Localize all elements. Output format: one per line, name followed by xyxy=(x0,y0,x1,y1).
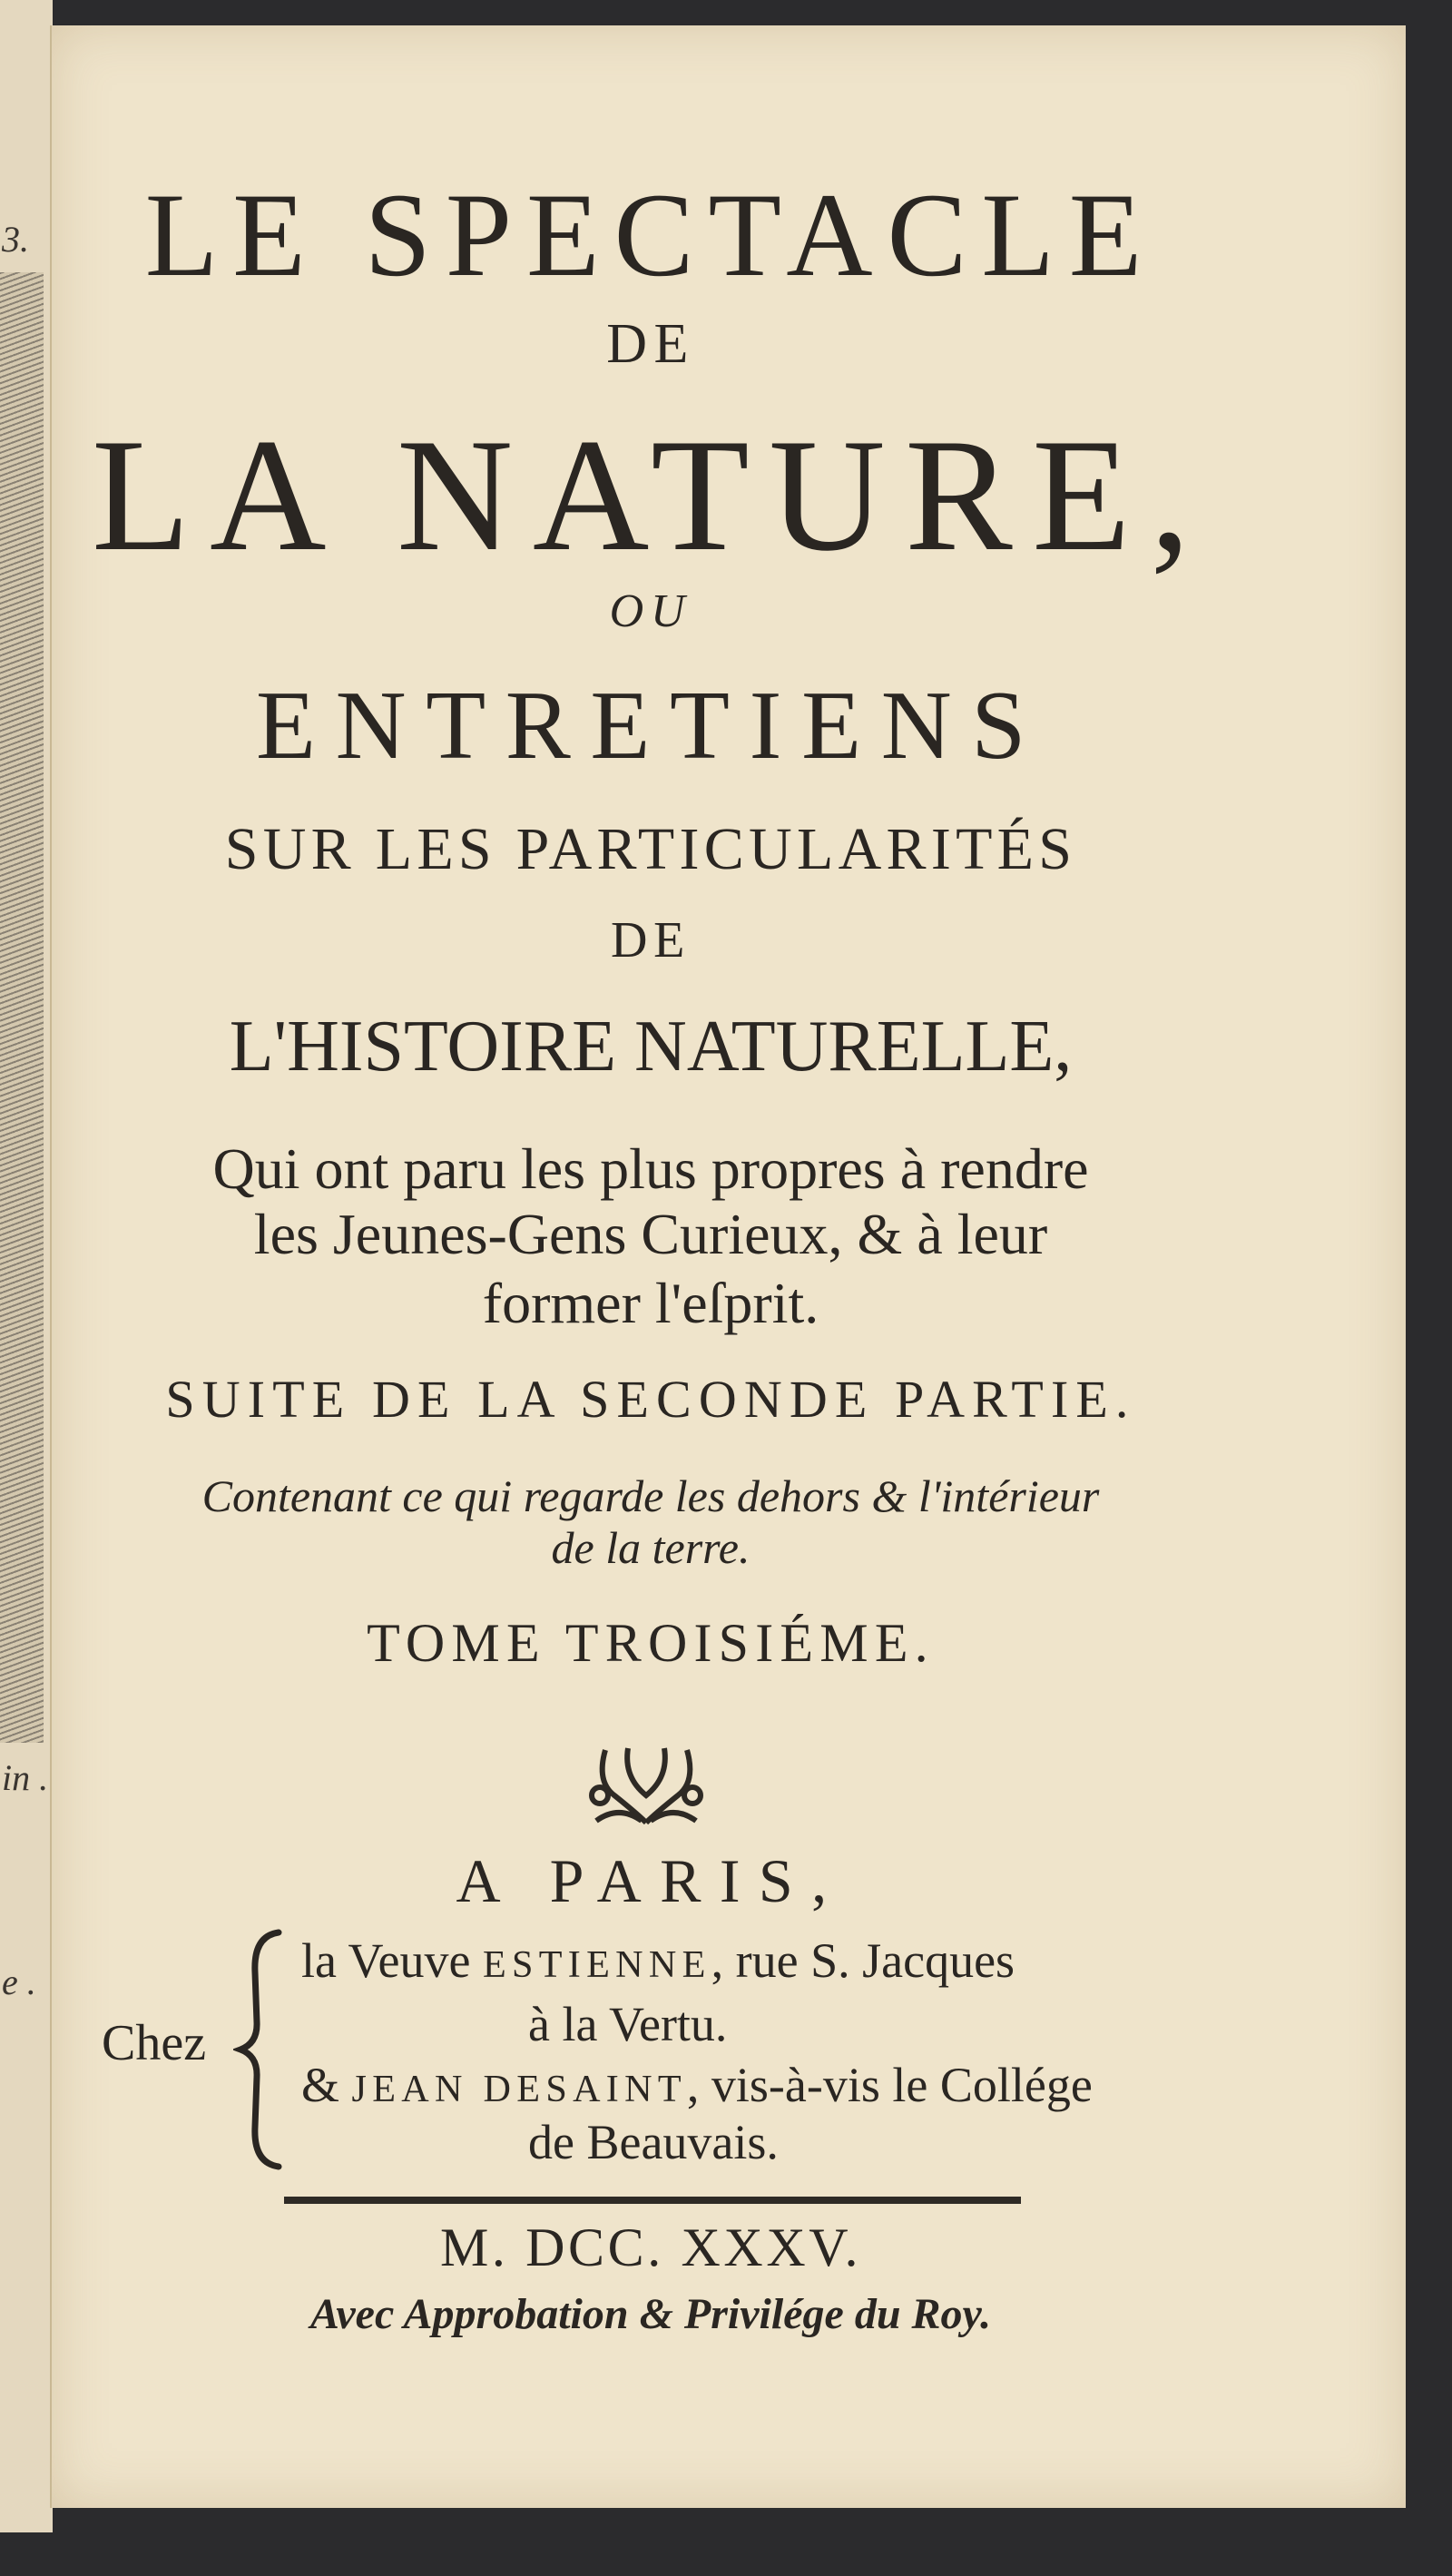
privilege-line: Avec Approbation & Privilége du Roy. xyxy=(309,2290,992,2338)
year: M. DCC. XXXV. xyxy=(439,2217,862,2277)
tome-heading: TOME TROISIÉME. xyxy=(367,1613,935,1673)
suite-heading: SUITE DE LA SECONDE PARTIE. xyxy=(165,1370,1136,1429)
publisher-2-address: , vis-à-vis le Collége xyxy=(686,2058,1093,2112)
title-de-2: DE xyxy=(610,912,692,968)
title-page xyxy=(50,25,1406,2508)
title-sur: SUR LES PARTICULARITÉS xyxy=(224,816,1077,882)
publisher-1-address: , rue S. Jacques xyxy=(711,1933,1015,1988)
publisher-1-line2: à la Vertu. xyxy=(528,1997,728,2051)
horizontal-rule xyxy=(284,2197,1021,2204)
subtitle-line: les Jeunes-Gens Curieux, & à leur xyxy=(253,1202,1048,1266)
contenant-line: de la terre. xyxy=(551,1522,751,1573)
publisher-2 xyxy=(301,2058,1336,2112)
publisher-1-prefix: la Veuve xyxy=(301,1933,483,1988)
publisher-2-name: JEAN DESAINT xyxy=(351,2068,687,2110)
title-line-2: LA NATURE, xyxy=(91,405,1211,585)
city: A PARIS, xyxy=(456,1846,846,1915)
engraving-fragment xyxy=(0,272,44,1743)
title-line-1: LE SPECTACLE xyxy=(144,168,1157,301)
title-histoire: L'HISTOIRE NATURELLE, xyxy=(229,1007,1073,1086)
brace-icon xyxy=(233,1927,284,2172)
contenant-line: Contenant ce qui regarde les dehors & l'intérieur xyxy=(201,1470,1100,1521)
publisher-2-line2: de Beauvais. xyxy=(528,2115,779,2169)
title-de: DE xyxy=(606,313,695,375)
facing-page-text: 3. xyxy=(2,219,29,260)
fleuron-ornament-icon xyxy=(587,1741,705,1827)
facing-page-text: in . xyxy=(2,1757,49,1798)
title-ou: OU xyxy=(609,585,692,637)
title-entretiens: ENTRETIENS xyxy=(256,672,1045,780)
publisher-1 xyxy=(301,1933,1336,1988)
publisher-1-name: ESTIENNE xyxy=(482,1943,711,1986)
subtitle-line: Qui ont paru les plus propres à rendre xyxy=(212,1136,1089,1201)
chez-label: Chez xyxy=(102,2015,207,2071)
subtitle-line: former l'eſprit. xyxy=(482,1271,819,1335)
facing-page-edge xyxy=(0,0,53,2532)
publisher-2-prefix: & xyxy=(301,2058,352,2112)
facing-page-text: e . xyxy=(2,1961,36,2002)
